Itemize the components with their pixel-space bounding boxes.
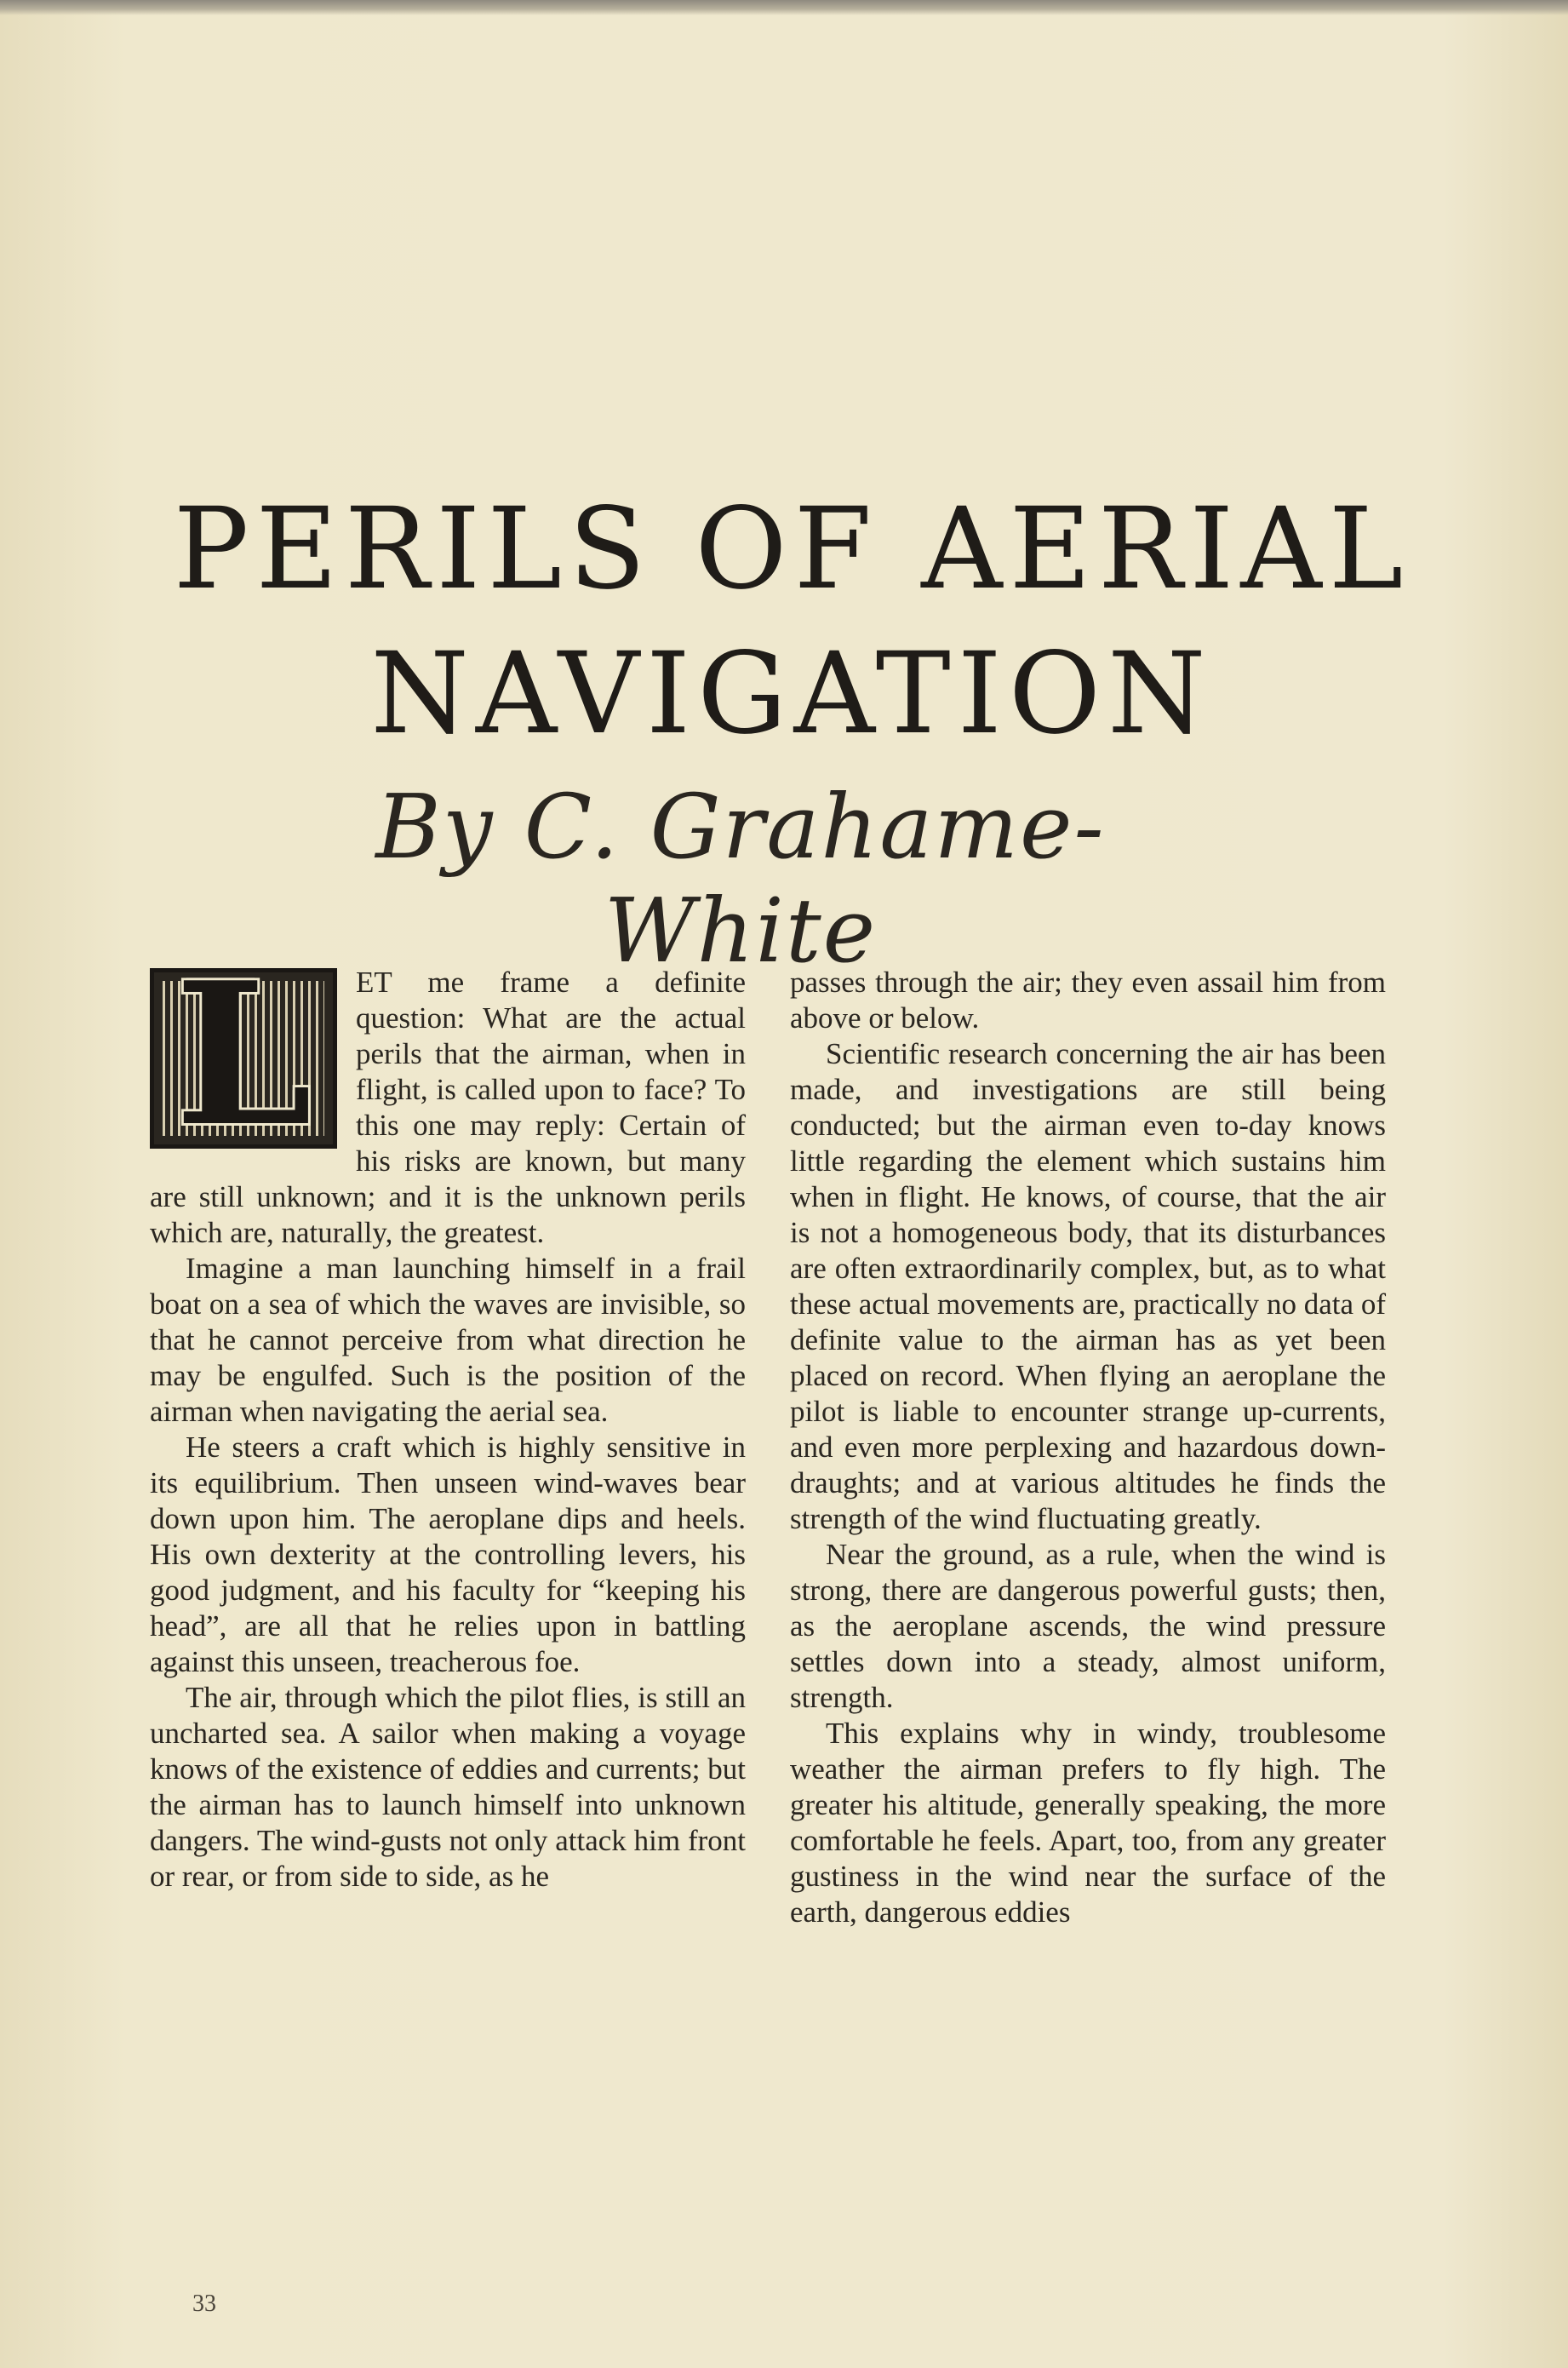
paragraph: ET me frame a definite question: What are the actual perils that the airman, when in flight, is called upon to face? To this one may reply: Certain of his risks are known, but many are still unknown; and it is the unknown perils which are, naturally, the greatest. <box>150 966 746 1249</box>
title-line-1: PERILS OF AERIAL <box>173 484 1411 615</box>
article-title <box>128 477 1456 766</box>
paragraph: The air, through which the pilot flies, is still an uncharted sea. A sailor when making a voyage knows of the existence of eddies and currents; but the airman has to launch himself into unknown dangers. The wind-gusts not only attack him front or rear, or from side to side, as he <box>150 1681 746 1893</box>
left-column <box>150 940 746 1895</box>
paragraph: Near the ground, as a rule, when the wind is strong, there are dangerous powerful gusts; then, as the aeroplane ascends, the wind pressure settles down into a steady, almost uniform, strength. <box>790 1538 1386 1714</box>
page-top-edge <box>0 0 1568 15</box>
drop-cap-letter: L <box>175 940 312 1170</box>
paragraph: passes through the air; they even assail him from above or below. <box>790 966 1386 1035</box>
paragraph: He steers a craft which is highly sensitive in its equilibrium. Then unseen wind-waves bear down upon him. The aeroplane dips and heels. His own dexterity at the controlling levers, his good judgment, and his faculty for “keeping his head”, are all that he relies upon in battling against this unseen, treacherous foe. <box>150 1431 746 1678</box>
paragraph: Imagine a man launching himself in a frail boat on a sea of which the waves are invisible, so that he cannot perceive from what direction he may be engulfed. Such is the position of the airman when navigating the aerial sea. <box>150 1252 746 1428</box>
article-byline: By C. Grahame-White <box>375 775 1106 983</box>
right-column <box>790 965 1386 1930</box>
paragraph: This explains why in windy, troublesome weather the airman prefers to fly high. The greater his altitude, generally speaking, the more comfortable he feels. Apart, too, from any greater gustiness in the wind near the surface of the earth, dangerous eddies <box>790 1717 1386 1929</box>
page-number: 33 <box>192 2291 216 2317</box>
title-line-2: NAVIGATION <box>370 628 1213 760</box>
drop-cap-ornament <box>150 940 337 1170</box>
paragraph: Scientific research concerning the air has been made, and investigations are still being conducted; but the airman even to-day knows little regarding the element which sustains him when in flight. He knows, of course, that the air is not a homogeneous body, that its disturbances are often extraordinarily complex, but, as to what these actual movements are, practically no data of definite value to the airman has as yet been placed on record. When flying an aeroplane the pilot is liable to encounter strange up-currents, and even more perplexing and hazardous down-draughts; and at various altitudes he finds the strength of the wind fluctuating greatly. <box>790 1037 1386 1535</box>
